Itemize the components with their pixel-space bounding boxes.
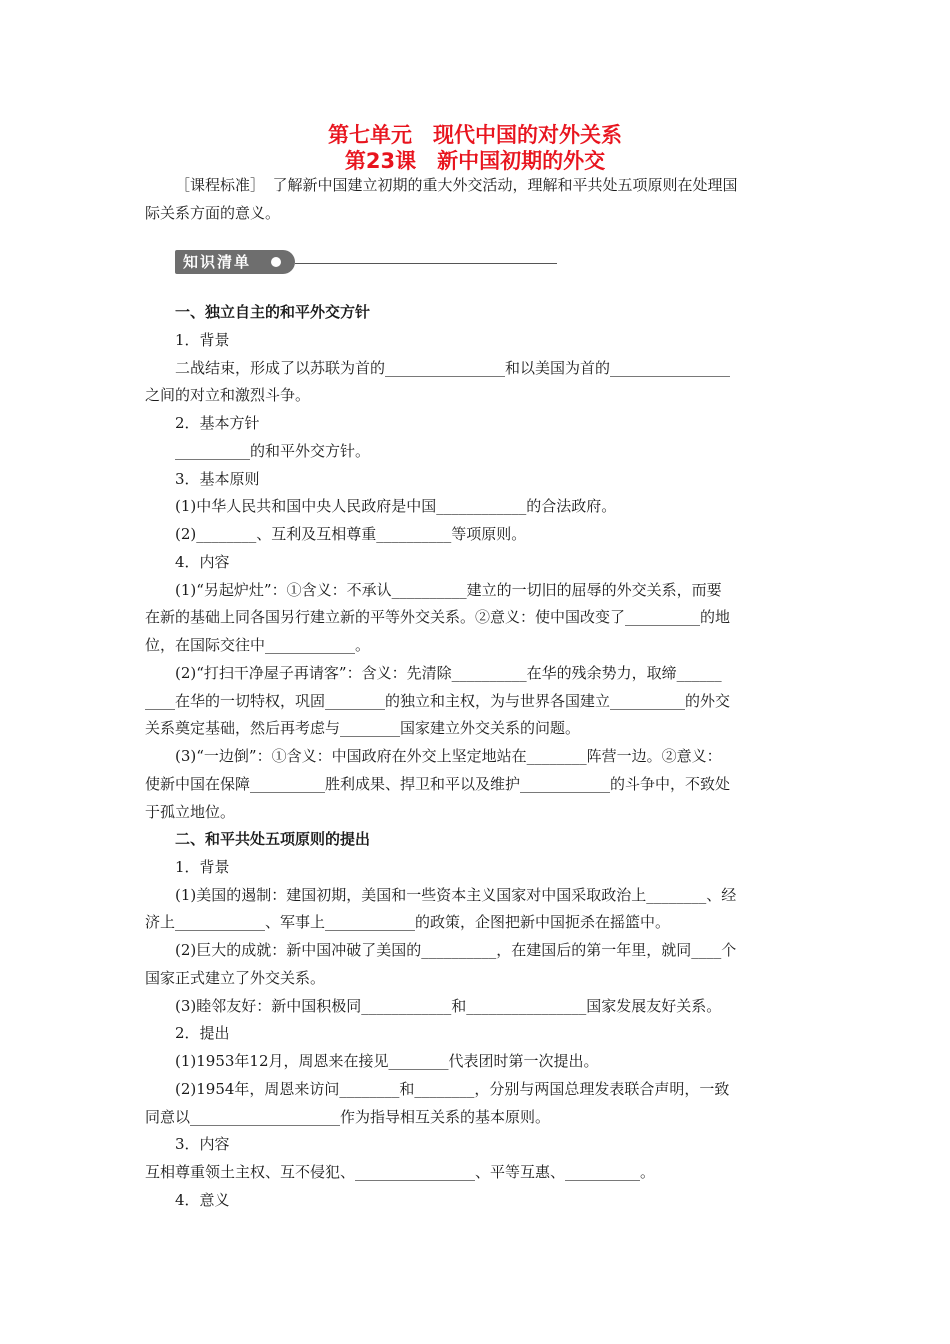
text-line: ____在华的一切特权，巩固________的独立和主权，为与世界各国建立__________的外交 — [145, 692, 731, 710]
subheading: 3．内容 — [175, 1135, 230, 1153]
text-line: (1)中华人民共和国中央人民政府是中国____________的合法政府。 — [175, 497, 617, 515]
text-line: 国家正式建立了外交关系。 — [145, 969, 326, 987]
text-line: (1)“另起炉灶”：①含义：不承认__________建立的一切旧的屈辱的外交关系，而要 — [175, 581, 722, 599]
knowledge-list-badge — [175, 250, 295, 274]
text-line: 同意以____________________作为指导相互关系的基本原则。 — [145, 1108, 551, 1126]
text-line: (2)________、互利及互相尊重__________等项原则。 — [175, 525, 527, 543]
lesson-title: 第23课 新中国初期的外交 — [344, 149, 606, 173]
text-line: 关系奠定基础，然后再考虑与________国家建立外交关系的问题。 — [145, 719, 581, 737]
section-heading: 二、和平共处五项原则的提出 — [175, 830, 371, 848]
knowledge-list-label: 知识清单 — [183, 253, 252, 271]
text-line: 互相尊重领土主权、互不侵犯、________________、平等互惠、__________。 — [145, 1163, 656, 1181]
text-line: 之间的对立和激烈斗争。 — [145, 386, 311, 404]
bullet-dot-icon — [271, 257, 281, 267]
text-line: (2)巨大的成就：新中国冲破了美国的__________，在建国后的第一年里，就同____个 — [175, 941, 737, 959]
text-line: __________的和平外交方针。 — [175, 442, 371, 460]
unit-title: 第七单元 现代中国的对外关系 — [328, 123, 622, 147]
text-line: (1)美国的遏制：建国初期，美国和一些资本主义国家对中国采取政治上________、经 — [175, 886, 737, 904]
curriculum-standard-line-1: ［课程标准］ 了解新中国建立初期的重大外交活动，理解和平共处五项原则在处理国 — [175, 176, 738, 194]
subheading: 2．基本方针 — [175, 414, 260, 432]
section-divider — [295, 263, 557, 264]
text-line: 于孤立地位。 — [145, 803, 236, 821]
subheading: 2．提出 — [175, 1024, 230, 1042]
text-line: 使新中国在保障__________胜利成果、捍卫和平以及维护____________的斗争中，不致处 — [145, 775, 731, 793]
subheading: 1．背景 — [175, 858, 230, 876]
text-line: (2)1954年，周恩来访问________和________，分别与两国总理发表联合声明，一致 — [175, 1080, 730, 1098]
text-line: (3)“一边倒”：①含义：中国政府在外交上坚定地站在________阵营一边。②意义： — [175, 747, 722, 765]
curriculum-standard-line-2: 际关系方面的意义。 — [145, 204, 281, 222]
text-line: (2)“打扫干净屋子再请客”：含义：先清除__________在华的残余势力，取缔______ — [175, 664, 722, 682]
text-line: 济上____________、军事上____________的政策，企图把新中国扼杀在摇篮中。 — [145, 913, 671, 931]
text-line: 在新的基础上同各国另行建立新的平等外交关系。②意义：使中国改变了__________的地 — [145, 608, 731, 626]
text-line: (1)1953年12月，周恩来在接见________代表团时第一次提出。 — [175, 1052, 599, 1070]
subheading: 4．意义 — [175, 1191, 230, 1209]
text-line: (3)睦邻友好：新中国积极同____________和________________国家发展友好关系。 — [175, 997, 722, 1015]
text-line: 二战结束，形成了以苏联为首的________________和以美国为首的________________ — [175, 359, 731, 377]
subheading: 1．背景 — [175, 331, 230, 349]
subheading: 4．内容 — [175, 553, 230, 571]
section-heading: 一、独立自主的和平外交方针 — [175, 303, 371, 321]
subheading: 3．基本原则 — [175, 470, 260, 488]
text-line: 位，在国际交往中____________。 — [145, 636, 371, 654]
